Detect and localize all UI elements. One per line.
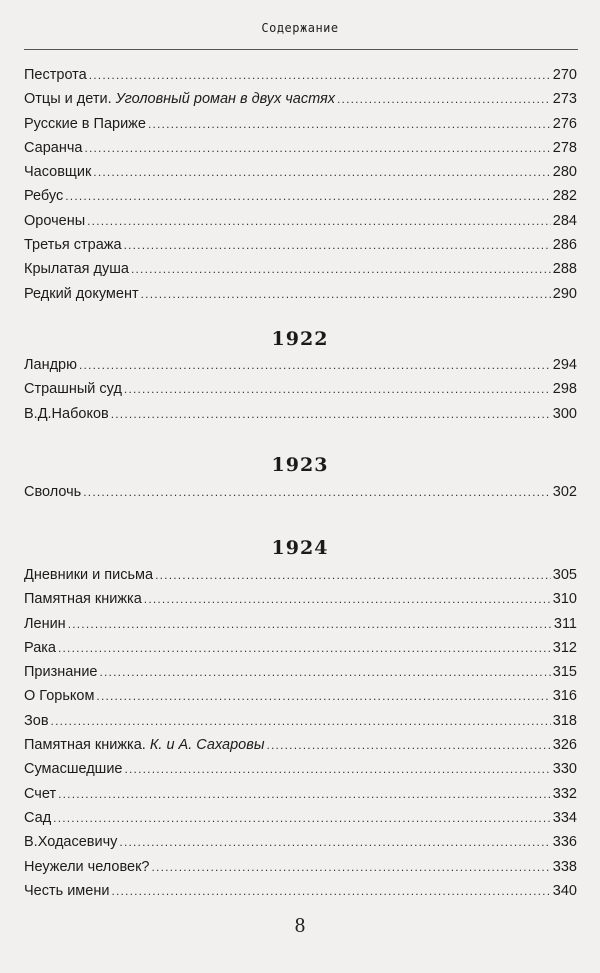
entry-page: 316 [552, 688, 577, 705]
toc-entry[interactable] [24, 257, 577, 281]
entry-page: 318 [552, 712, 577, 729]
leader-dots [99, 660, 550, 684]
leader-dots [119, 830, 550, 854]
entry-page: 336 [552, 834, 577, 851]
entry-page: 276 [552, 115, 577, 132]
entry-page: 338 [552, 858, 577, 875]
entry-title: Русские в Париже [24, 115, 146, 132]
leader-dots [144, 587, 551, 611]
entry-title: Зов [24, 712, 49, 729]
entry-page: 310 [552, 591, 577, 608]
leader-dots [96, 684, 550, 708]
leader-dots [53, 806, 551, 830]
toc-entry[interactable] [24, 660, 577, 684]
entry-title: Третья стража [24, 237, 122, 254]
entry-page: 315 [552, 664, 577, 681]
entry-title: Ленин [24, 615, 66, 632]
entry-page: 305 [552, 567, 577, 583]
toc-entry[interactable] [24, 709, 577, 733]
toc-entry[interactable] [24, 733, 577, 757]
toc-section-1923 [24, 480, 577, 504]
toc-entry[interactable] [24, 855, 577, 879]
entry-page: 278 [552, 139, 577, 156]
leader-dots [148, 112, 551, 136]
toc-section-1924 [24, 563, 577, 903]
entry-page: 312 [552, 639, 577, 656]
toc-entry[interactable] [24, 612, 577, 636]
toc-entry[interactable] [24, 353, 577, 377]
leader-dots [266, 733, 550, 757]
entry-page: 282 [552, 188, 577, 205]
entry-title: Рака [24, 639, 56, 656]
entry-title: Редкий документ [24, 285, 139, 302]
entry-page: 302 [552, 484, 577, 500]
toc-entry[interactable] [24, 209, 577, 233]
year-heading-1922: 1922 [271, 328, 329, 350]
leader-dots [51, 709, 551, 733]
toc-entry[interactable] [24, 377, 577, 401]
leader-dots [89, 63, 551, 87]
leader-dots [131, 257, 551, 281]
entry-title: Честь имени [24, 882, 110, 899]
entry-title: Ребус [24, 188, 64, 205]
entry-page: 290 [552, 285, 577, 302]
entry-title: В.Д.Набоков [24, 405, 109, 422]
year-heading-1923: 1923 [271, 454, 329, 476]
entry-title: Памятная книжка [24, 591, 142, 608]
leader-dots [124, 377, 551, 401]
leader-dots [84, 136, 550, 160]
entry-page: 288 [552, 261, 577, 278]
entry-page: 298 [552, 381, 577, 398]
toc-entry[interactable] [24, 233, 577, 257]
entry-title: Пестрота [24, 67, 87, 83]
entry-title-main: Памятная книжка. [24, 737, 150, 754]
toc-entry[interactable] [24, 160, 577, 184]
entry-title: Признание [24, 664, 98, 681]
entry-subtitle: К. и А. Сахаровы [149, 737, 265, 754]
toc-entry[interactable] [24, 806, 577, 830]
leader-dots [337, 87, 551, 111]
toc-section-1922 [24, 353, 577, 426]
toc-entry[interactable] [24, 757, 577, 781]
toc-section-continued [24, 63, 577, 306]
entry-page: 326 [552, 737, 577, 754]
leader-dots [87, 209, 551, 233]
entry-title-main: Отцы и дети. [24, 91, 116, 108]
toc-entry[interactable] [24, 879, 577, 903]
leader-dots [111, 402, 551, 426]
toc-entry[interactable] [24, 63, 577, 87]
entry-page: 340 [552, 882, 577, 899]
entry-page: 286 [552, 237, 577, 254]
entry-title: Дневники и письма [24, 567, 154, 583]
leader-dots [65, 184, 551, 208]
leader-dots [124, 233, 551, 257]
toc-entry[interactable] [24, 184, 577, 208]
entry-title: О Горьком [24, 688, 95, 705]
entry-title: Саранча [24, 139, 83, 156]
entry-page: 330 [552, 761, 577, 778]
toc-entry[interactable] [24, 480, 577, 504]
toc-entry[interactable] [24, 282, 577, 306]
entry-title: В.Ходасевичу [24, 834, 118, 851]
leader-dots [83, 480, 551, 504]
entry-page: 300 [552, 405, 577, 422]
entry-title: Сумасшедшие [24, 761, 123, 778]
leader-dots [93, 160, 551, 184]
toc-entry[interactable] [24, 830, 577, 854]
entry-page: 280 [552, 164, 577, 181]
entry-title [24, 87, 335, 111]
entry-page: 270 [552, 67, 577, 83]
toc-entry[interactable] [24, 87, 577, 111]
entry-page: 284 [552, 212, 577, 229]
entry-title: Крылатая душа [24, 261, 129, 278]
page-number: 8 [294, 913, 306, 937]
year-heading-1924: 1924 [271, 537, 329, 559]
leader-dots [58, 636, 551, 660]
toc-entry[interactable] [24, 684, 577, 708]
entry-title: Счет [24, 785, 57, 802]
entry-title: Неужели человек? [24, 858, 150, 875]
entry-page: 273 [552, 91, 577, 108]
leader-dots [79, 353, 551, 377]
entry-title: Часовщик [24, 164, 92, 181]
entry-title: Ландрю [24, 357, 77, 373]
entry-title: Сволочь [24, 484, 82, 500]
leader-dots [111, 879, 550, 903]
leader-dots [141, 282, 551, 306]
running-head: Содержание [261, 21, 339, 35]
toc-entry[interactable] [24, 563, 577, 587]
entry-title [24, 733, 264, 757]
leader-dots [152, 855, 551, 879]
entry-page: 311 [553, 615, 577, 632]
leader-dots [155, 563, 551, 587]
toc-entry[interactable] [24, 636, 577, 660]
entry-page: 334 [552, 809, 577, 826]
toc-entry[interactable] [24, 136, 577, 160]
toc-entry[interactable] [24, 587, 577, 611]
leader-dots [58, 782, 551, 806]
toc-entry[interactable] [24, 402, 577, 426]
toc-entry[interactable] [24, 782, 577, 806]
toc-entry[interactable] [24, 112, 577, 136]
header-rule [24, 49, 578, 50]
entry-title: Орочены [24, 212, 86, 229]
entry-page: 332 [552, 785, 577, 802]
entry-subtitle: Уголовный роман в двух частях [115, 91, 335, 108]
entry-page: 294 [552, 357, 577, 373]
leader-dots [68, 612, 552, 636]
entry-title: Сад [24, 809, 52, 826]
entry-title: Страшный суд [24, 381, 122, 398]
leader-dots [124, 757, 550, 781]
